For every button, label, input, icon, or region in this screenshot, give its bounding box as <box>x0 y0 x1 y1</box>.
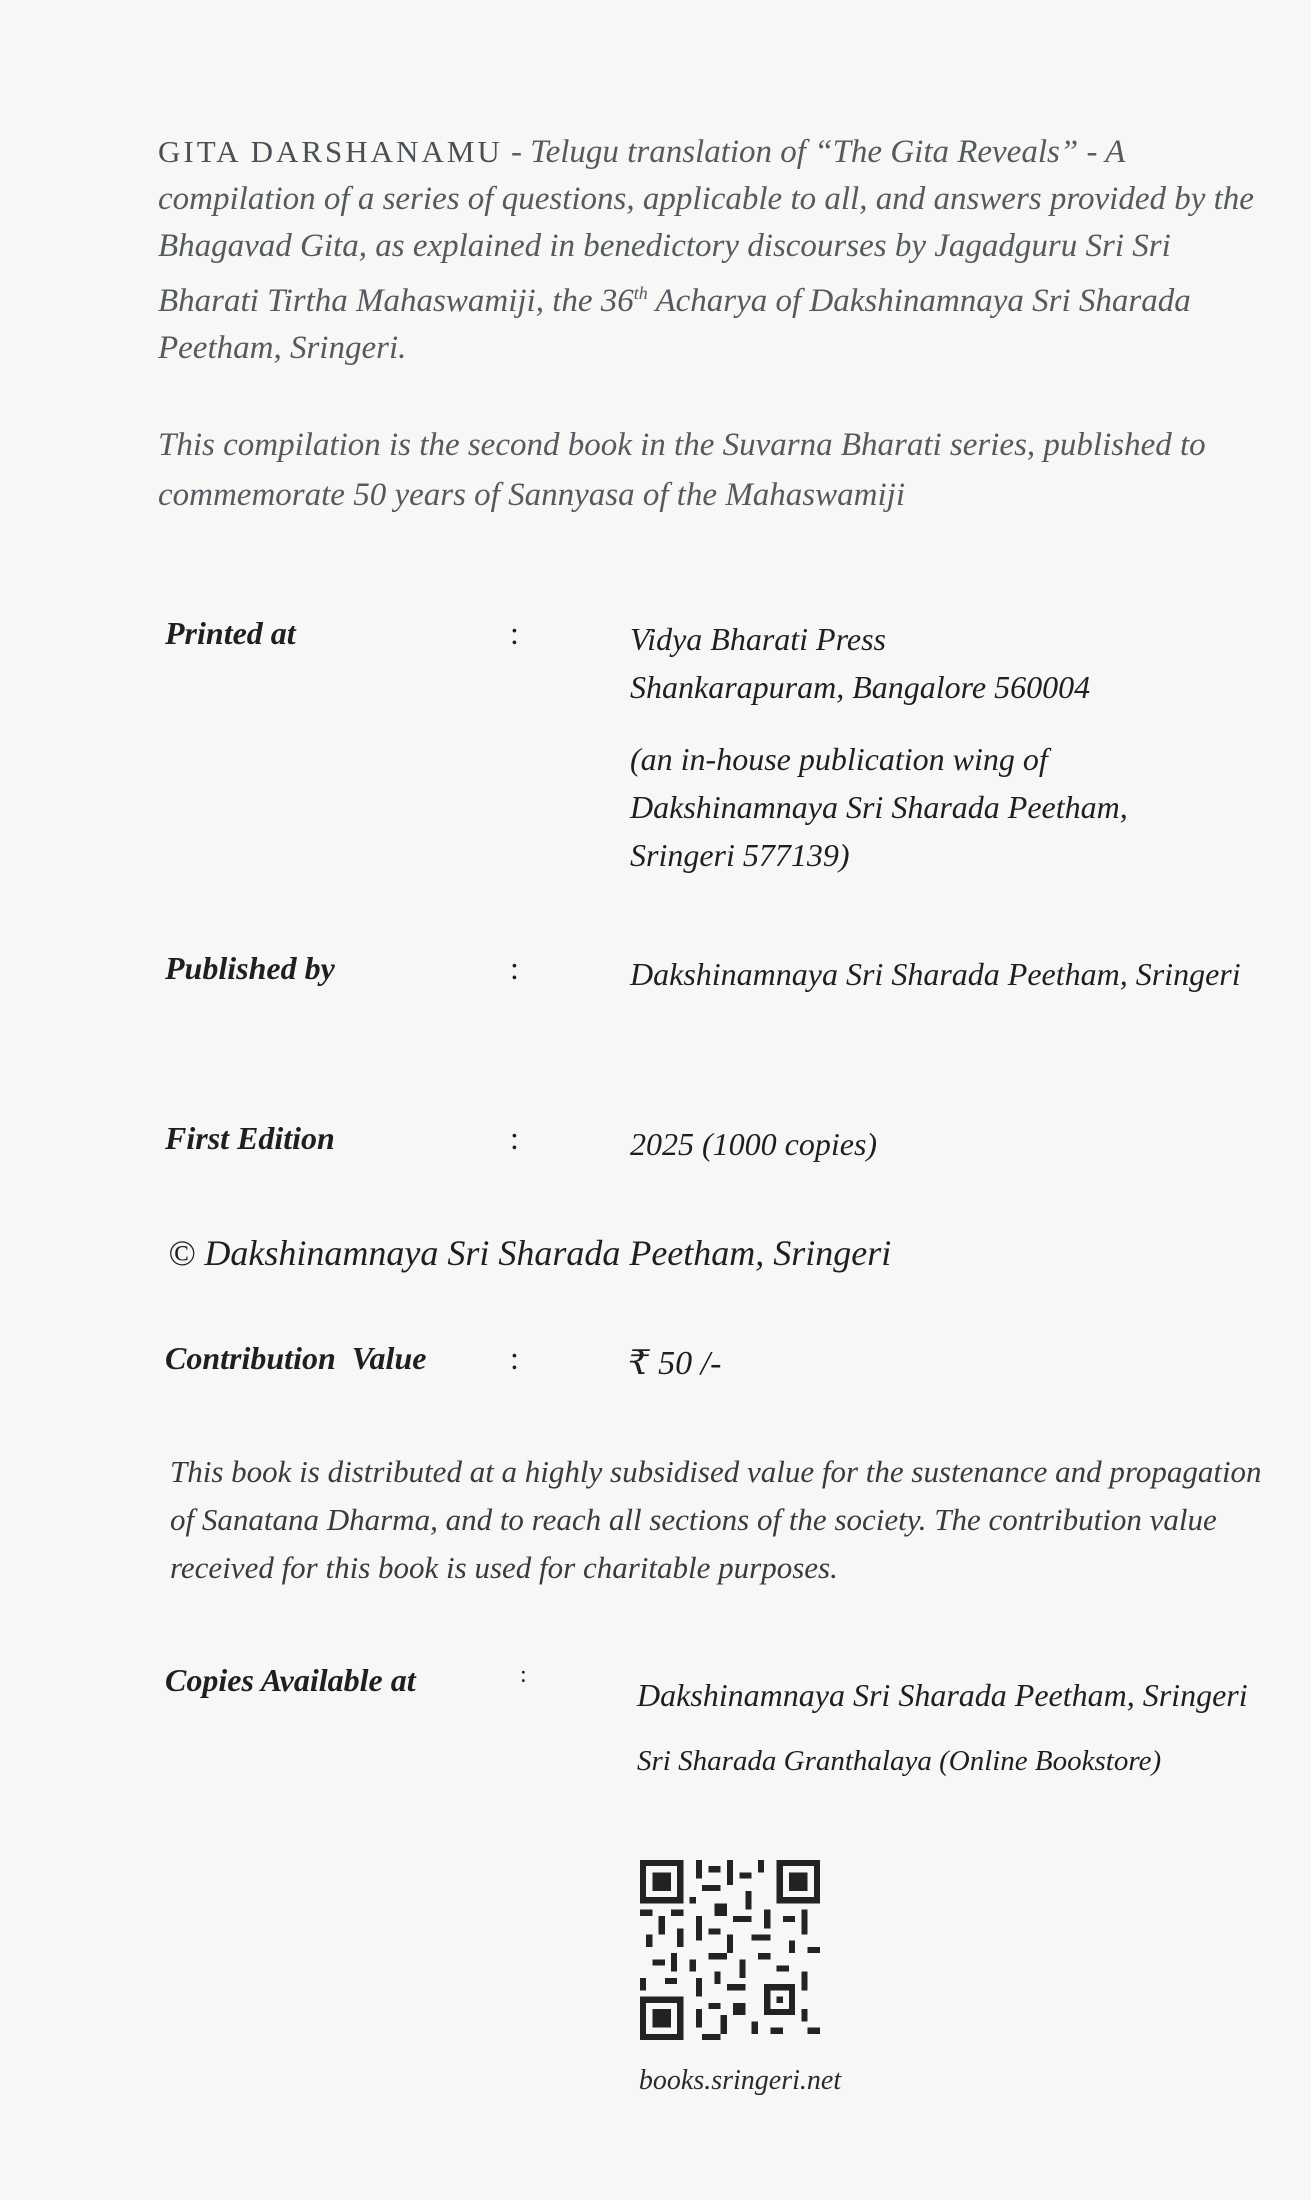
printer-note-line1: (an in-house publication wing of <box>630 741 1048 777</box>
intro-paragraph <box>158 128 1258 372</box>
copies-label: Copies Available at <box>165 1662 416 1698</box>
copies-colon: : <box>520 1662 527 1688</box>
intro-body: - A compilation of a series of questions, applicable to all, and answers provided by the Bhagavad Gita, as explained in benedictory discourses by Jagadguru Sri Sri Bharati Tirtha Mahaswamiji, the 36 <box>158 134 1254 319</box>
printed-at-colon: : <box>510 615 519 651</box>
printed-at-label: Printed at <box>165 615 296 651</box>
first-edition-label: First Edition <box>165 1120 335 1156</box>
contribution-colon: : <box>510 1340 519 1376</box>
book-subtitle: Telugu translation of “The Gita Reveals” <box>530 134 1079 170</box>
contribution-label: Contribution Value <box>165 1340 427 1376</box>
printer-address: Shankarapuram, Bangalore 560004 <box>630 669 1091 705</box>
printer-note-line2: Dakshinamnaya Sri Sharada Peetham, <box>630 789 1128 825</box>
printed-at-value <box>630 615 1280 879</box>
intro-body-end: Acharya of Dakshinamnaya Sri Sharada Peetham, Sringeri. <box>158 283 1191 366</box>
published-by-value: Dakshinamnaya Sri Sharada Peetham, Sringeri <box>630 956 1241 992</box>
printer-name: Vidya Bharati Press <box>630 621 886 657</box>
distribution-notice: This book is distributed at a highly subsidised value for the sustenance and propagation of Sanatana Dharma, and to reach all sections of the society. The contribution value received for this book is used for charitable purposes. <box>170 1454 1262 1585</box>
qr-code-icon[interactable] <box>640 1860 820 2040</box>
published-by-colon: : <box>510 950 519 986</box>
ordinal-suffix: th <box>633 283 648 303</box>
copyright-notice: © Dakshinamnaya Sri Sharada Peetham, Sringeri <box>168 1233 892 1273</box>
copies-location-2: Sri Sharada Granthalaya (Online Bookstore) <box>637 1745 1162 1777</box>
published-by-label: Published by <box>165 950 335 986</box>
book-title: GITA DARSHANAMU <box>158 134 503 169</box>
copies-location-1: Dakshinamnaya Sri Sharada Peetham, Sringeri <box>637 1677 1248 1713</box>
contribution-value: ₹ 50 /- <box>628 1345 722 1382</box>
title-dash: - <box>502 134 531 170</box>
printer-note-line3: Sringeri 577139) <box>630 837 850 873</box>
first-edition-colon: : <box>510 1120 519 1156</box>
bookstore-url[interactable]: books.sringeri.net <box>638 2065 842 2096</box>
copies-value <box>637 1662 1287 1794</box>
series-paragraph: This compilation is the second book in the Suvarna Bharati series, published to commemorate 50 years of Sannyasa of the Mahaswamiji <box>158 427 1206 513</box>
first-edition-value: 2025 (1000 copies) <box>630 1126 878 1162</box>
